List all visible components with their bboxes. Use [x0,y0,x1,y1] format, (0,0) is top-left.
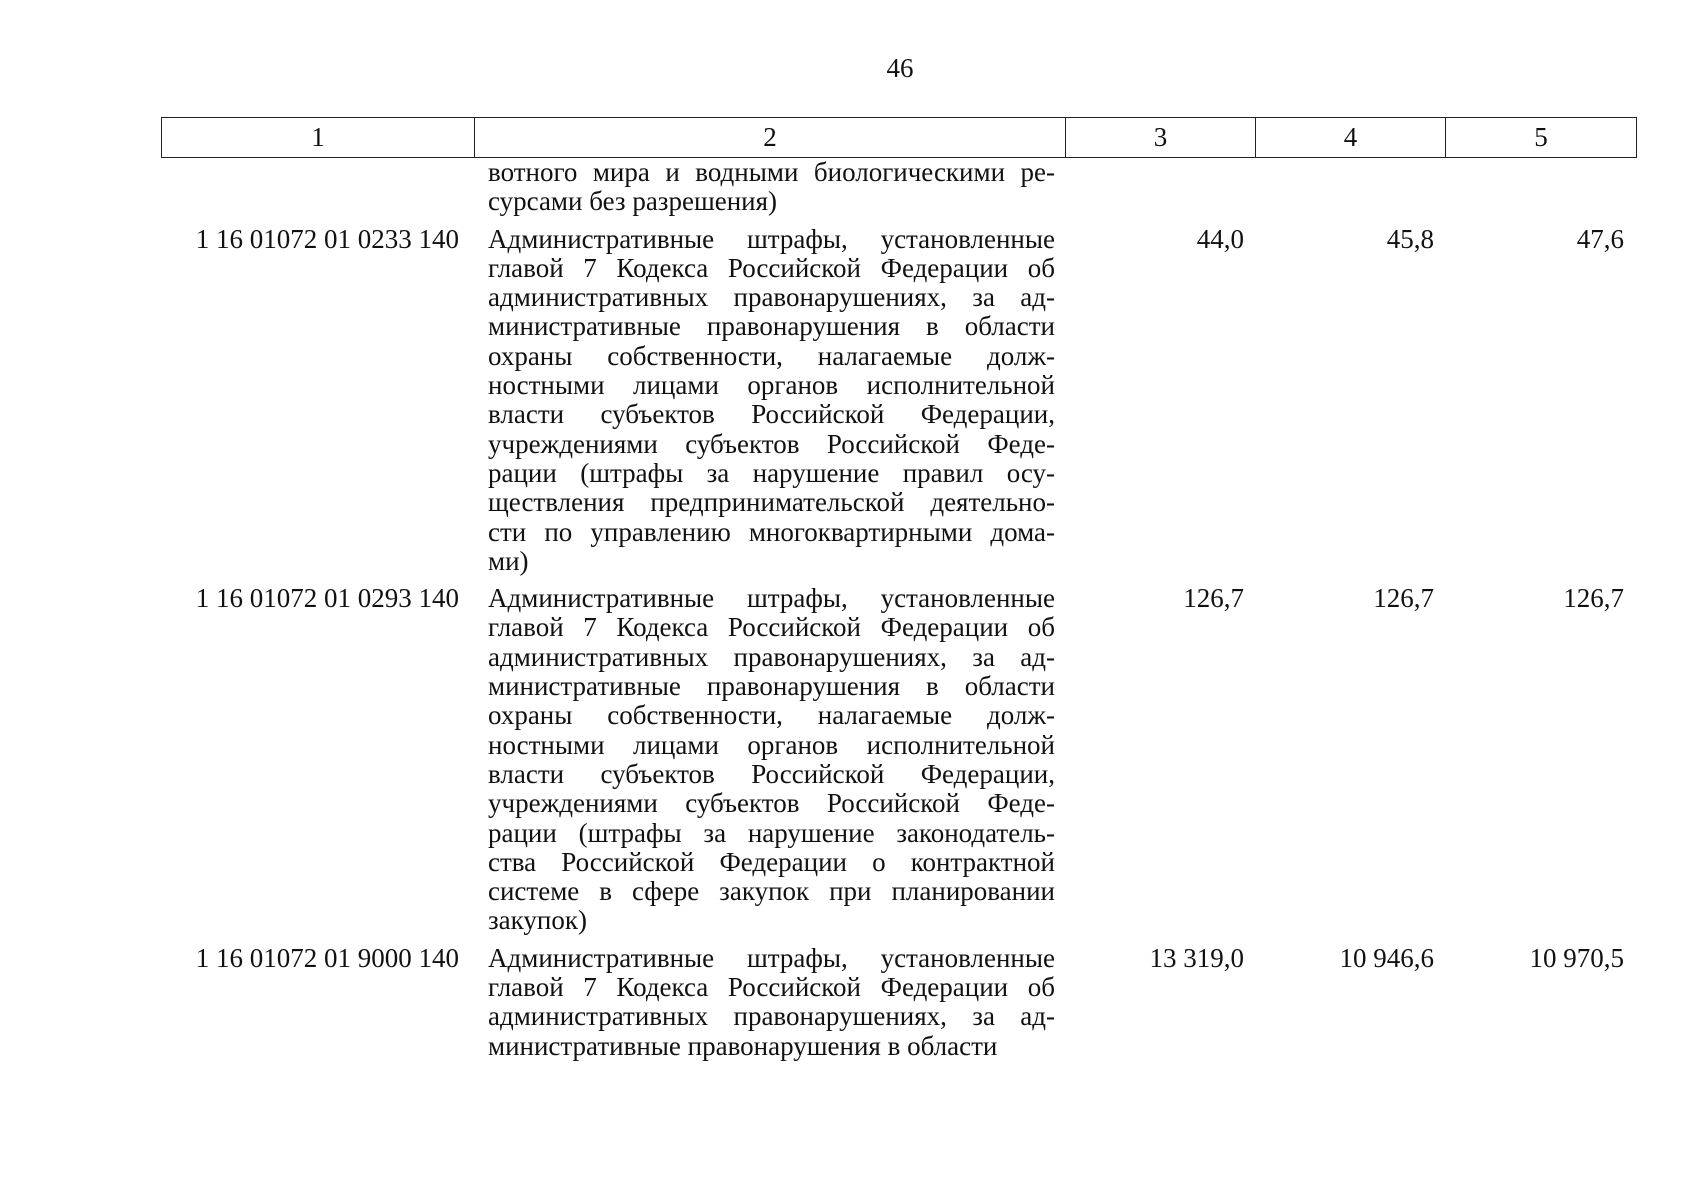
description-line: охраны собственности, налагаемые долж- [488,340,1055,371]
amount-column-5: 47,6 [1576,223,1624,254]
description-line: власти субъектов Российской Федерации, [488,399,1055,430]
description-line: ностными лицами органов исполнительной [488,370,1055,401]
column-header-5: 5 [1534,122,1548,152]
amount-column-3 [1065,158,1255,217]
table-body [161,158,1637,1069]
revenue-description [474,225,1065,577]
description-line: ностными лицами органов исполнительной [488,729,1055,760]
description-line: закупок) [488,905,587,936]
description-line: учреждениями субъектов Российской Феде- [488,788,1055,819]
amount-column-5 [1445,158,1635,217]
amount-column-4: 45,8 [1386,223,1434,254]
budget-code [161,158,474,217]
budget-code: 1 16 01072 01 9000 140 [195,942,459,973]
column-header-2: 2 [475,118,1066,157]
amount-column-4 [1255,158,1445,217]
amount-column-3: 44,0 [1196,223,1244,254]
description-line: Административные штрафы, установленные [488,223,1055,254]
budget-code: 1 16 01072 01 0233 140 [195,223,459,254]
page-number: 46 [886,53,914,83]
table-header-row [161,117,1637,158]
amount-column-5: 10 970,5 [1529,942,1624,973]
column-header-3: 3 [1066,118,1256,157]
description-line: главой 7 Кодекса Российской Федерации об [488,252,1055,283]
description-line: сти по управлению многоквартирными дома- [488,516,1055,547]
description-line: ства Российской Федерации о контрактной [488,846,1055,877]
description-line: власти субъектов Российской Федерации, [488,758,1055,789]
description-line: вотного мира и водными биологическими ре- [488,157,1055,187]
description-line: рации (штрафы за нарушение правил осу- [488,457,1055,488]
description-line: административных правонарушениях, за ад- [488,641,1055,672]
description-line: ществления предпринимательской деятельно- [488,487,1055,518]
column-header-1: 1 [162,118,475,157]
description-line: Административные штрафы, установленные [488,583,1055,614]
amount-column-4: 10 946,6 [1339,942,1434,973]
column-header-4: 4 [1256,118,1446,157]
description-line: главой 7 Кодекса Российской Федерации об [488,972,1055,1003]
description-line: административных правонарушениях, за ад- [488,282,1055,313]
revenue-description [474,944,1065,1061]
description-line: главой 7 Кодекса Российской Федерации об [488,612,1055,643]
description-line: министративные правонарушения в области [488,1030,998,1061]
description-line: системе в сфере закупок при планировании [488,876,1055,907]
description-line: охраны собственности, налагаемые долж- [488,700,1055,731]
description-line: рации (штрафы за нарушение законодатель- [488,817,1055,848]
description-line: административных правонарушениях, за ад- [488,1001,1055,1032]
description-line: министративные правонарушения в области [488,311,1055,342]
budget-code: 1 16 01072 01 0293 140 [195,583,459,614]
amount-column-5: 126,7 [1563,583,1624,614]
amount-column-3: 126,7 [1183,583,1244,614]
description-line: ми) [488,545,529,576]
description-line: Административные штрафы, установленные [488,942,1055,973]
revenue-description [474,584,1065,936]
table-row [161,225,1637,577]
table-row [161,158,1637,217]
description-line: министративные правонарушения в области [488,671,1055,702]
description-line: сурсами без разрешения) [488,186,778,217]
table-row [161,944,1637,1061]
amount-column-3: 13 319,0 [1149,942,1244,973]
revenue-description [474,158,1065,217]
amount-column-4: 126,7 [1373,583,1434,614]
description-line: учреждениями субъектов Российской Феде- [488,428,1055,459]
table-row [161,584,1637,936]
